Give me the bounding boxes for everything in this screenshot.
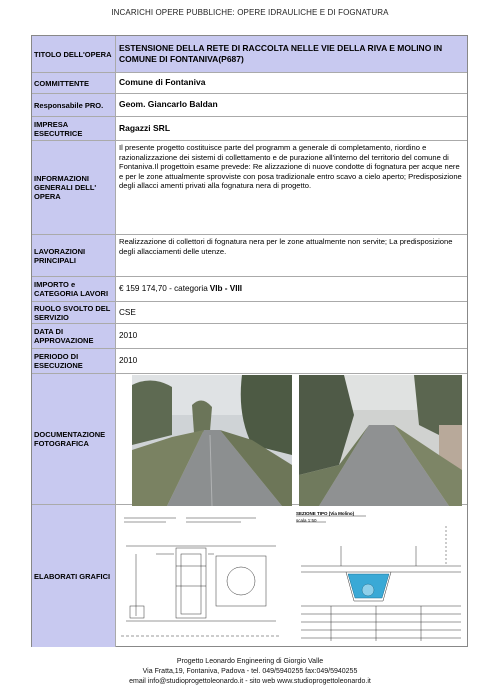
row-committente	[32, 73, 467, 94]
value-lavorazioni: Realizzazione di collettori di fognatura nera per le zone attualmente non servite; La predisposizione degli allacciamenti delle utenze.	[119, 237, 453, 256]
section-title: SEZIONE TIPO (Via Molino)	[296, 511, 355, 516]
value-informazioni: Il presente progetto costituisce parte del programm a generale di completamento, riordino e razionalizzazione dei sistemi di collettamento e de purazione all'interno del territorio del comune di Fontaniva.Il progettoin esame prevede: Re alizzazione di nuove condotte di fognatura per acque nere e per le zone attualmente sprovviste con posa tradizionale entro scavo a cielo aperto; Predisposizione degli allacci amenti privati alla fognatura nera di progetto.	[119, 143, 462, 191]
row-importo	[32, 277, 467, 302]
value-ruolo: CSE	[119, 307, 136, 317]
row-esecuzione	[32, 349, 467, 374]
label-elaborati: ELABORATI GRAFICI	[32, 505, 116, 647]
row-approvazione	[32, 324, 467, 349]
row-responsabile	[32, 94, 467, 117]
section-scale: scala 1:50	[296, 518, 317, 523]
row-lavorazioni	[32, 235, 467, 277]
importo-category: VIb - VIII	[209, 284, 243, 294]
value-impresa: Ragazzi SRL	[119, 122, 171, 133]
drawings-area	[116, 505, 467, 647]
row-informazioni	[32, 141, 467, 235]
value-importo	[116, 277, 467, 301]
row-documentazione	[32, 374, 467, 505]
row-titolo	[32, 36, 467, 73]
footer-line-2: Via Fratta,19, Fontaniva, Padova - tel. 049/5940255 fax:049/5940255	[142, 668, 358, 675]
row-elaborati	[32, 505, 467, 647]
label-approvazione: DATA DI APPROVAZIONE	[32, 324, 116, 348]
site-photo-1	[132, 375, 292, 506]
label-importo: IMPORTO e CATEGORIA LAVORI	[32, 277, 116, 301]
label-lavorazioni: LAVORAZIONI PRINCIPALI	[32, 235, 116, 276]
site-photo-2	[299, 375, 462, 506]
label-titolo: TITOLO DELL'OPERA	[32, 36, 116, 72]
row-ruolo	[32, 302, 467, 324]
value-esecuzione: 2010	[119, 356, 138, 366]
label-responsabile: Responsabile PRO.	[32, 94, 116, 116]
value-responsabile: Geom. Giancarlo Baldan	[119, 99, 218, 110]
label-impresa: IMPRESA ESECUTRICE	[32, 117, 116, 140]
technical-drawing	[116, 506, 467, 646]
label-committente: COMMITTENTE	[32, 73, 116, 93]
value-titolo: ESTENSIONE DELLA RETE DI RACCOLTA NELLE VIE DELLA RIVA E MOLINO IN COMUNE DI FONTANIVA(P687)	[116, 36, 467, 72]
importo-amount: € 159 174,70 - categoria	[119, 284, 208, 294]
value-committente: Comune di Fontaniva	[119, 77, 206, 88]
label-ruolo: RUOLO SVOLTO DEL SERVIZIO	[32, 302, 116, 323]
row-impresa	[32, 117, 467, 141]
footer-line-3: email info@studioprogettoleonardo.it - sito web www.studioprogettoleonardo.it	[129, 678, 371, 685]
value-approvazione: 2010	[119, 331, 138, 341]
label-informazioni: INFORMAZIONI GENERALI DELL' OPERA	[32, 141, 116, 234]
project-sheet	[31, 35, 468, 647]
photos-area	[116, 374, 467, 504]
page-header: INCARICHI OPERE PUBBLICHE: OPERE IDRAULICHE E DI FOGNATURA	[111, 8, 389, 17]
footer-line-1: Progetto Leonardo Engineering di Giorgio Valle	[176, 658, 324, 665]
label-esecuzione: PERIODO DI ESECUZIONE	[32, 349, 116, 373]
footer	[0, 657, 500, 687]
label-documentazione: DOCUMENTAZIONE FOTOGRAFICA	[32, 374, 116, 504]
